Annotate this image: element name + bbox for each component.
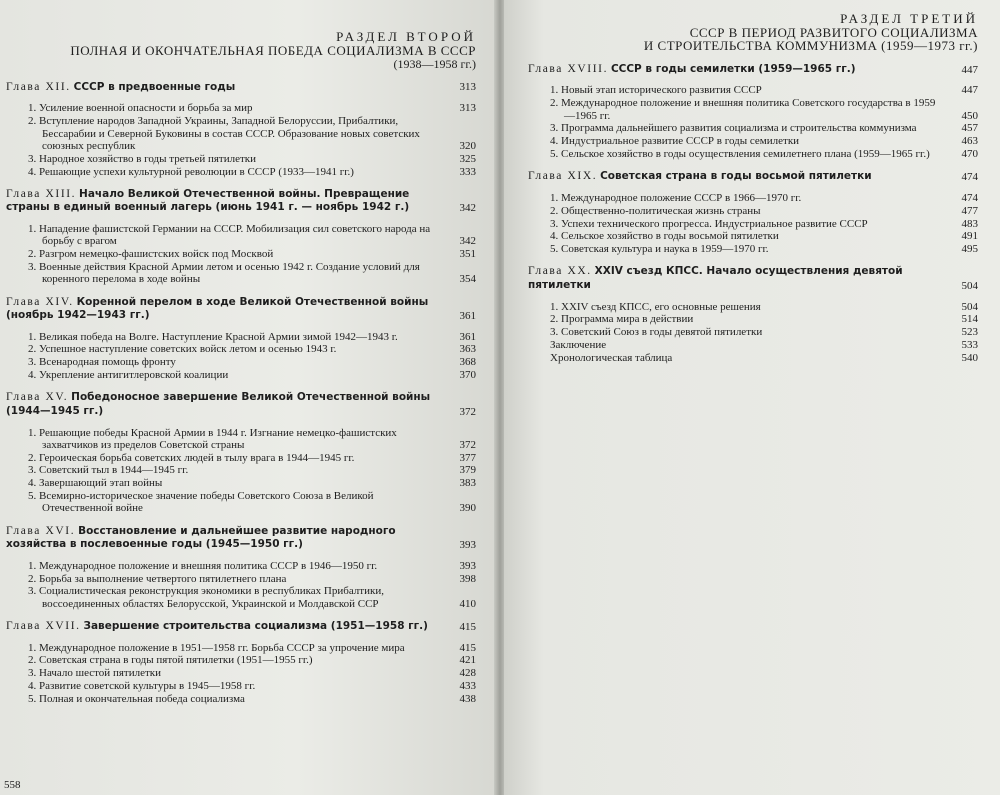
toc-item-text: 1. XXIV съезд КПСС, его основные решения [550,300,761,313]
toc-item-page-number: 398 [459,572,476,585]
toc-item-page-number: 361 [459,330,476,343]
toc-item-text: 2. Успешное наступление советских войск летом и осенью 1943 г. [28,343,337,356]
toc-item-text: 4. Укрепление антигитлеровской коалиции [28,369,229,382]
chapter-label: Глава XIX. [528,170,598,183]
toc-item-text: 1. Новый этап исторического развития СССР [550,84,762,97]
section-title: ПОЛНАЯ И ОКОНЧАТЕЛЬНАЯ ПОБЕДА СОЦИАЛИЗМА В СССР [70,42,476,58]
toc-item-text: 2. Международное положение и внешняя политика Советского государства в 1959—1965 гг. [550,97,936,122]
toc-item-text: 3. Советский Союз в годы девятой пятилетки [550,326,763,339]
toc-item[interactable] [28,331,476,343]
toc-item-page-number: 333 [459,165,476,178]
chapter-label: Глава XVI. [6,524,76,537]
toc-item-text: 3. Народное хозяйство в годы третьей пятилетки [28,152,257,165]
toc-item[interactable] [28,261,476,286]
toc-item-text: 5. Советская культура и наука в 1959—1970 гг. [550,243,769,256]
toc-item-text: Заключение [550,339,607,352]
chapter-label: Глава XX. [528,265,592,278]
chapter-items [6,560,476,610]
chapter-items [528,84,978,160]
toc-item[interactable] [28,642,476,654]
toc-item-text: 4. Завершающий этап войны [28,477,163,490]
toc-item-text: 5. Сельское хозяйство в годы осуществления семилетнего плана (1959—1965 гг.) [550,148,930,161]
toc-item[interactable] [28,427,476,452]
section-title-line-2 [528,39,978,53]
toc-item-page-number: 477 [961,204,978,217]
toc-item-page-number: 372 [459,438,476,451]
toc-item-page-number: 351 [459,248,476,261]
chapter [6,81,476,178]
chapter-page-number: 313 [459,81,476,94]
toc-item[interactable] [28,343,476,355]
toc-item[interactable] [28,680,476,692]
chapter-heading-text [6,81,444,95]
toc-item[interactable] [28,248,476,260]
chapter-list-right [528,63,978,364]
toc-item-page-number: 313 [459,102,476,115]
toc-item[interactable] [550,352,978,364]
toc-item-text: 1. Решающие победы Красной Армии в 1944 г. Изгнание немецко-фашистских захватчиков из пределов Советской страны [28,426,397,451]
toc-item-page-number: 428 [459,667,476,680]
section-header-left [6,30,476,71]
chapter-title: Начало Великой Отечественной войны. Превращение страны в единый военный лагерь (июнь 1941 г. — ноябрь 1942 г.) [6,187,410,214]
toc-item-page-number: 415 [459,641,476,654]
toc-item[interactable] [550,135,978,147]
toc-item[interactable] [550,339,978,351]
chapter-heading-text [528,265,946,292]
toc-item[interactable] [28,369,476,381]
toc-item-page-number: 325 [459,152,476,165]
chapter-page-number: 372 [459,405,476,418]
toc-item-page-number: 470 [961,148,978,161]
toc-item[interactable] [28,464,476,476]
toc-item[interactable] [28,115,476,152]
chapter-title: Коренной перелом в ходе Великой Отечественной войны (ноябрь 1942—1943 гг.) [6,295,429,322]
toc-item-page-number: 540 [961,351,978,364]
chapter-title: XXIV съезд КПСС. Начало осуществления девятой пятилетки [528,265,903,292]
toc-item[interactable] [28,654,476,666]
toc-item-text: 5. Полная и окончательная победа социализма [28,692,245,705]
toc-item[interactable] [28,667,476,679]
toc-item-page-number: 370 [459,369,476,382]
chapter-title: СССР в предвоенные годы [73,80,236,93]
chapter-heading-text [6,525,444,552]
chapter-title: Победоносное завершение Великой Отечественной войны (1944—1945 гг.) [6,391,431,417]
chapter-items [528,301,978,365]
chapter-heading[interactable] [528,63,978,77]
chapter-page-number: 361 [459,309,476,322]
toc-item-text: 2. Героическая борьба советских людей в тылу врага в 1944—1945 гг. [28,451,355,464]
section-label: РАЗДЕЛ ВТОРОЙ [336,29,476,44]
right-page [504,0,1000,795]
toc-item[interactable] [28,490,476,515]
toc-item-text: 2. Общественно-политическая жизнь страны [550,204,761,217]
toc-item-text: 3. Успехи технического прогресса. Индустриальное развитие СССР [550,217,868,230]
chapter-heading-text [528,63,946,77]
chapter-label: Глава XVIII. [528,62,609,75]
toc-item[interactable] [550,192,978,204]
section-label: РАЗДЕЛ ТРЕТИЙ [840,11,978,26]
toc-item-page-number: 463 [961,135,978,148]
chapter-list-left [6,81,476,705]
toc-item-page-number: 447 [961,84,978,97]
toc-item[interactable] [28,585,476,610]
chapter [6,296,476,382]
toc-item[interactable] [550,326,978,338]
section-years: (1938—1958 гг.) [393,57,476,72]
chapter-heading[interactable] [6,81,476,95]
toc-item[interactable] [550,148,978,160]
toc-item-page-number: 474 [961,191,978,204]
section-years: (1959—1973 гг.) [881,38,978,54]
chapter-heading[interactable] [6,188,476,215]
toc-item-page-number: 433 [459,680,476,693]
toc-item-page-number: 457 [961,122,978,135]
chapter [6,391,476,514]
chapter-items [6,102,476,177]
chapter-items [6,331,476,382]
toc-item-page-number: 533 [961,339,978,352]
chapter-page-number: 342 [459,201,476,214]
toc-item-page-number: 491 [961,230,978,243]
chapter-title: СССР в годы семилетки (1959—1965 гг.) [610,62,856,75]
toc-item[interactable] [28,102,476,114]
toc-item-text: 2. Разгром немецко-фашистских войск под Москвой [28,248,274,261]
toc-item-text: 1. Усиление военной опасности и борьба за мир [28,102,253,115]
left-page [0,0,496,795]
toc-item-text: 5. Всемирно-историческое значение победы Советского Союза в Великой Отечественной войне [28,490,374,515]
chapter-page-number: 415 [459,620,476,633]
toc-item[interactable] [550,84,978,96]
toc-item-page-number: 363 [459,343,476,356]
chapter [6,188,476,286]
toc-item-text: 4. Развитие советской культуры в 1945—1958 гг. [28,680,256,693]
chapter-heading[interactable] [6,525,476,552]
toc-item-text: 1. Великая победа на Волге. Наступление Красной Армии зимой 1942—1943 г. [28,330,398,343]
chapter-label: Глава XII. [6,80,71,93]
toc-item-text: 4. Сельское хозяйство в годы восьмой пятилетки [550,230,779,243]
toc-item[interactable] [550,97,978,122]
toc-item[interactable] [28,223,476,248]
toc-item-text: 2. Вступление народов Западной Украины, Западной Белоруссии, Прибалтики, Бессарабии и Северной Буковины в состав СССР. Образование новых советских союзных республик [28,115,420,152]
toc-item-text: Хронологическая таблица [550,351,673,364]
chapter-heading[interactable] [6,620,476,634]
toc-item[interactable] [28,573,476,585]
toc-item-text: 3. Советский тыл в 1944—1945 гг. [28,464,189,477]
toc-item-page-number: 377 [459,451,476,464]
toc-item[interactable] [550,122,978,134]
toc-item[interactable] [28,477,476,489]
chapter-heading[interactable] [528,265,978,292]
toc-item-text: 2. Программа мира в действии [550,313,694,326]
toc-item-text: 4. Индустриальное развитие СССР в годы семилетки [550,135,800,148]
toc-item-page-number: 383 [459,477,476,490]
chapter-label: Глава XV. [6,391,69,404]
chapter [528,63,978,160]
toc-item-page-number: 421 [459,654,476,667]
toc-item-page-number: 320 [459,139,476,152]
toc-item-page-number: 410 [459,597,476,610]
chapter [6,525,476,610]
toc-item-text: 3. Всенародная помощь фронту [28,356,176,369]
toc-item-text: 1. Международное положение и внешняя политика СССР в 1946—1950 гг. [28,559,378,572]
chapter-heading-text [6,620,444,634]
chapter [528,265,978,364]
chapter-label: Глава XIII. [6,187,77,200]
toc-item-page-number: 495 [961,243,978,256]
toc-item-text: 1. Международное положение СССР в 1966—1970 гг. [550,191,802,204]
chapter-items [6,642,476,706]
chapter-heading-text [6,391,444,418]
chapter [6,620,476,705]
toc-item-text: 3. Программа дальнейшего развития социализма и строительства коммунизма [550,122,917,135]
toc-item-text: 1. Международное положение в 1951—1958 гг. Борьба СССР за упрочение мира [28,641,405,654]
toc-item[interactable] [28,452,476,464]
toc-item-page-number: 483 [961,217,978,230]
chapter-page-number: 393 [459,538,476,551]
chapter-heading-text [6,188,444,215]
chapter-heading[interactable] [528,170,978,184]
chapter-items [6,223,476,286]
chapter-heading[interactable] [6,391,476,418]
toc-item-text: 3. Социалистическая реконструкция экономики в республиках Прибалтики, воссоединенных областях Белорусской, Украинской и Молдавской ССР [28,585,384,610]
chapter-page-number: 474 [961,170,978,183]
section-title-line-1: СССР В ПЕРИОД РАЗВИТОГО СОЦИАЛИЗМА [689,24,978,40]
chapter-heading-text [6,296,444,323]
toc-item-text: 4. Решающие успехи культурной революции в СССР (1933—1941 гг.) [28,165,354,178]
toc-item[interactable] [550,218,978,230]
page-number: 558 [4,779,21,791]
chapter-heading-text [528,170,946,184]
toc-item-page-number: 354 [459,273,476,286]
toc-item-page-number: 368 [459,356,476,369]
chapter-label: Глава XVII. [6,620,81,633]
toc-item[interactable] [550,243,978,255]
toc-item-page-number: 438 [459,692,476,705]
toc-item-page-number: 450 [961,109,978,122]
toc-item-text: 3. Начало шестой пятилетки [28,667,161,680]
toc-item[interactable] [550,313,978,325]
toc-item-page-number: 523 [961,326,978,339]
chapter-items [6,427,476,515]
toc-item-text: 2. Советская страна в годы пятой пятилетки (1951—1955 гг.) [28,654,313,667]
toc-item-page-number: 514 [961,313,978,326]
chapter-title: Советская страна в годы восьмой пятилетки [600,170,872,183]
toc-item-text: 1. Нападение фашистской Германии на СССР. Мобилизация сил советского народа на борьбу с врагом [28,222,431,248]
toc-item-text: 3. Военные действия Красной Армии летом и осенью 1942 г. Создание условий для коренного перелома в ходе войны [28,260,420,286]
toc-item[interactable] [550,230,978,242]
toc-item-page-number: 379 [459,464,476,477]
toc-item[interactable] [550,301,978,313]
chapter-heading[interactable] [6,296,476,323]
toc-item-page-number: 390 [459,502,476,515]
toc-item-page-number: 342 [459,235,476,248]
chapter-title: Завершение строительства социализма (1951—1958 гг.) [83,620,428,633]
toc-item-text: 2. Борьба за выполнение четвертого пятилетнего плана [28,572,287,585]
toc-item[interactable] [28,560,476,572]
chapter-items [528,192,978,256]
toc-item[interactable] [28,356,476,368]
section-header-right [528,12,978,53]
toc-item[interactable] [28,693,476,705]
chapter [528,170,978,255]
toc-item[interactable] [28,166,476,178]
toc-item-page-number: 393 [459,559,476,572]
chapter-page-number: 447 [961,63,978,76]
chapter-page-number: 504 [961,279,978,292]
chapter-title: Восстановление и дальнейшее развитие народного хозяйства в послевоенные годы (1945—1950 гг.) [6,524,396,551]
section-title-line-2-text: И СТРОИТЕЛЬСТВА КОММУНИЗМА [643,38,878,54]
toc-item[interactable] [28,153,476,165]
toc-item-page-number: 504 [961,300,978,313]
chapter-label: Глава XIV. [6,295,74,308]
toc-item[interactable] [550,205,978,217]
